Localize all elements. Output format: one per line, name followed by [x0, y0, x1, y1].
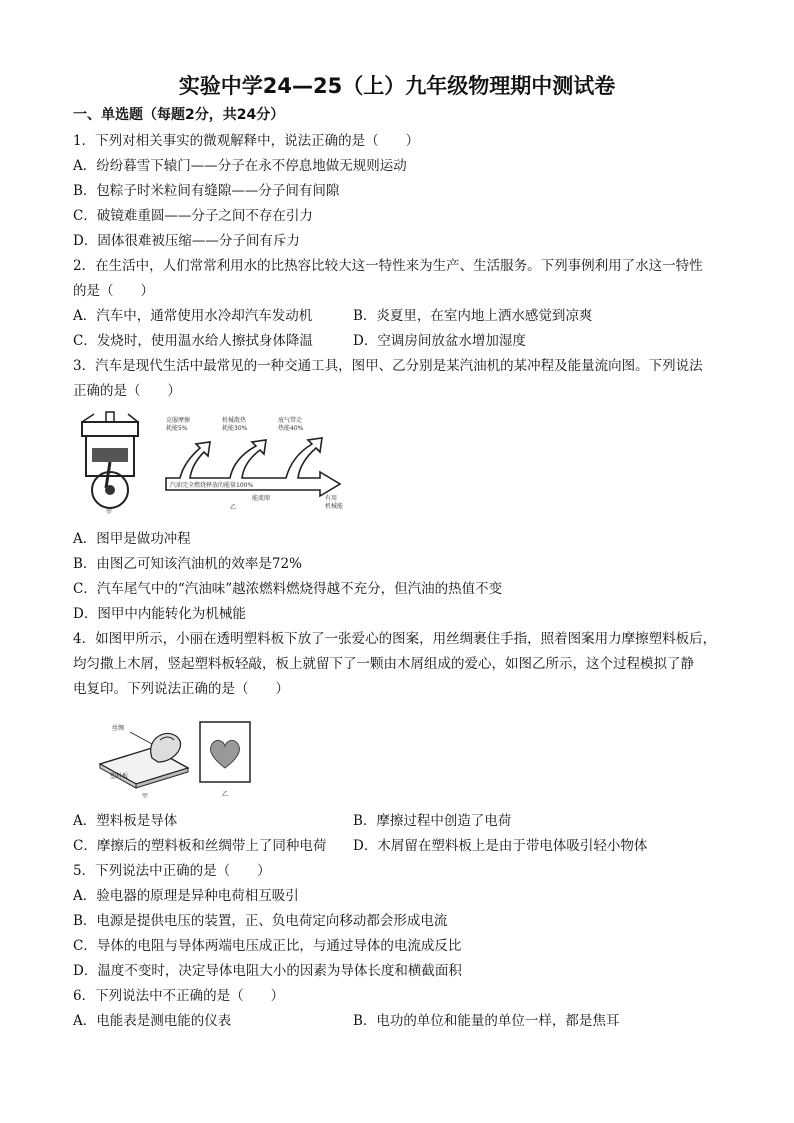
q3-option-c: C．汽车尾气中的“汽油味”越浓燃料燃烧得越不充分，但汽油的热值不变 [73, 581, 503, 597]
q5-option-a: A．验电器的原理是异种电荷相互吸引 [73, 888, 299, 904]
energy-flow-figure [160, 412, 355, 512]
q1-stem: 1．下列对相关事实的微观解释中，说法正确的是（ ） [73, 133, 420, 149]
fig-yi-label-q4: 乙 [222, 791, 229, 798]
loss-heat-label: 机械散热 [222, 417, 247, 424]
q4-stem-line1: 4．如图甲所示，小丽在透明塑料板下放了一张爱心的图案，用丝绸裹住手指，照着图案用力摩擦塑料板后， [73, 631, 717, 647]
q3-stem-line2: 正确的是（ ） [73, 383, 181, 399]
q3-option-a: A．图甲是做功冲程 [73, 531, 191, 547]
input-energy-label: 汽油完全燃烧释放的能量100% [170, 482, 254, 489]
loss-friction-value: 耗能5% [166, 425, 188, 432]
q4-option-b: B．摩擦过程中创造了电荷 [353, 813, 512, 829]
q5-option-d: D．温度不变时，决定导体电阻大小的因素为导体长度和横截面积 [73, 963, 462, 979]
q6-stem: 6．下列说法中不正确的是（ ） [73, 988, 285, 1004]
fig-yi-label: 乙 [230, 504, 237, 511]
energy-flow-title: 能流图 [252, 495, 271, 502]
useful-energy-label-2: 机械能 [325, 503, 344, 510]
q2-option-b: B．炎夏里，在室内地上洒水感觉到凉爽 [353, 308, 593, 324]
page-title: 实验中学24—25（上）九年级物理期中测试卷 [178, 74, 616, 98]
loss-exhaust-label: 废气带走 [278, 417, 303, 424]
loss-heat-value: 耗能30% [222, 425, 248, 432]
fig-jia-label-q4: 甲 [142, 793, 149, 800]
fig-jia-label: 甲 [106, 509, 113, 515]
q5-stem: 5．下列说法中正确的是（ ） [73, 863, 271, 879]
useful-energy-label-1: 有用 [325, 495, 338, 502]
q3-option-b: B．由图乙可知该汽油机的效率是72% [73, 556, 302, 572]
q2-option-d: D．空调房间放盆水增加湿度 [353, 333, 526, 349]
q3-stem-line1: 3．汽车是现代生活中最常见的一种交通工具，图甲、乙分别是某汽油机的某冲程及能量流向图。下列说法 [73, 358, 703, 374]
q4-option-c: C．摩擦后的塑料板和丝绸带上了同种电荷 [73, 838, 327, 854]
q2-stem-line1: 2．在生活中，人们常常利用水的比热容比较大这一特性来为生产、生活服务。下列事例利用了水这一特性 [73, 258, 703, 274]
q5-option-b: B．电源是提供电压的装置，正、负电荷定向移动都会形成电流 [73, 913, 448, 929]
q6-option-b: B．电功的单位和能量的单位一样，都是焦耳 [353, 1013, 620, 1029]
rubbing-board-figure [96, 718, 192, 800]
q1-option-a: A．纷纷暮雪下辕门——分子在永不停息地做无规则运动 [73, 158, 407, 174]
q4-stem-line2: 均匀撒上木屑，竖起塑料板轻敲，板上就留下了一颗由木屑组成的爱心，如图乙所示，这个过程模拟了静 [73, 656, 694, 672]
heart-board-figure [198, 720, 254, 800]
q1-option-d: D．固体很难被压缩——分子间有斥力 [73, 233, 300, 249]
q3-option-d: D．图甲中内能转化为机械能 [73, 606, 246, 622]
q4-option-a: A．塑料板是导体 [73, 813, 178, 829]
q1-option-c: C．破镜难重圆——分子之间不存在引力 [73, 208, 313, 224]
q6-option-a: A．电能表是测电能的仪表 [73, 1013, 232, 1029]
q2-option-a: A．汽车中，通常使用水冷却汽车发动机 [73, 308, 313, 324]
loss-friction-label: 克服摩擦 [166, 417, 191, 424]
silk-label: 丝绸 [112, 725, 125, 732]
q5-option-c: C．导体的电阻与导体两端电压成正比，与通过导体的电流成反比 [73, 938, 462, 954]
plastic-board-label: 塑料板 [110, 773, 129, 780]
loss-exhaust-value: 热能40% [278, 425, 304, 432]
q1-option-b: B．包粽子时米粒间有缝隙——分子间有间隙 [73, 183, 340, 199]
section-heading: 一、单选题（每题2分，共24分） [73, 107, 285, 123]
q2-stem-line2: 的是（ ） [73, 283, 154, 299]
q4-stem-line3: 电复印。下列说法正确的是（ ） [73, 681, 289, 697]
q4-option-d: D．木屑留在塑料板上是由于带电体吸引轻小物体 [353, 838, 648, 854]
engine-stroke-figure [76, 410, 148, 515]
q2-option-c: C．发烧时，使用温水给人擦拭身体降温 [73, 333, 313, 349]
